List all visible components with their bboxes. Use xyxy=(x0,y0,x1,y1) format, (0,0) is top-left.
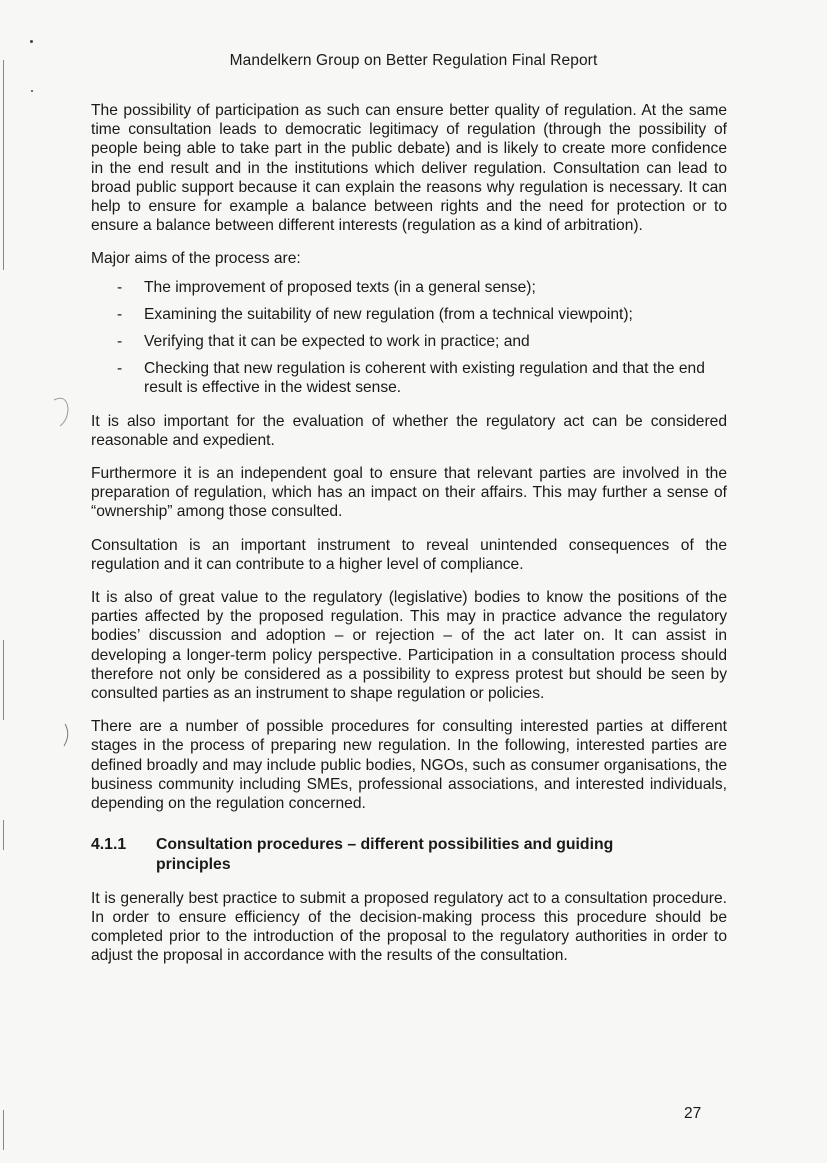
punch-hole-mark xyxy=(62,722,72,748)
paragraph: The possibility of participation as such can ensure better quality of regulation. At the same time consultation leads to democratic legitimacy of regulation (through the possibility of people being able to take part in the public debate) and is likely to create more confidence in the end result and in the institutions which deliver regulation. Consultation can lead to broad public support because it can explain the reasons why regulation is necessary. It can help to ensure for example a balance between rights and the need for protection or to ensure a balance between different interests (regulation as a kind of arbitration). xyxy=(91,102,727,235)
dash-bullet: - xyxy=(117,278,123,296)
paragraph: Furthermore it is an independent goal to ensure that relevant parties are involved in the preparation of regulation, which has an impact on their affairs. This may further a sense of “ownership” among those consulted. xyxy=(91,465,727,521)
list-item xyxy=(91,332,727,351)
paragraph: It is generally best practice to submit a proposed regulatory act to a consultation procedure. In order to ensure efficiency of the decision-making process this procedure should be completed prior to the introduction of the proposal to the regulatory authorities in order to adjust the proposal in accordance with the results of the consultation. xyxy=(91,889,727,965)
aims-list xyxy=(91,278,727,398)
punch-hole-mark xyxy=(52,394,72,430)
running-header: Mandelkern Group on Better Regulation Final Report xyxy=(229,52,598,69)
dash-bullet: - xyxy=(117,333,123,351)
paragraph: There are a number of possible procedures for consulting interested parties at different stages in the process of preparing new regulation. In the following, interested parties are defined broadly and may include public bodies, NGOs, such as consumer organisations, the business community including SMEs, professional associations, and interested individuals, depending on the regulation concerned. xyxy=(91,718,727,813)
body-content xyxy=(91,101,727,980)
paragraph: It is also of great value to the regulatory (legislative) bodies to know the positions of the parties affected by the proposed regulation. This may in practice advance the regulatory bodies’ discussion and adoption – or rejection – of the act later on. It can assist in developing a longer-term policy perspective. Participation in a consultation process should therefore not only be considered as a possibility to express protest but should be seen by consulted parties as an instrument to shape regulation or policies. xyxy=(91,589,727,703)
scan-edge-mark xyxy=(3,60,4,270)
paragraph: Consultation is an important instrument to reveal unintended consequences of the regulation and it can contribute to a higher level of compliance. xyxy=(91,536,727,573)
scan-edge-mark xyxy=(3,1110,4,1150)
list-item-text: Checking that new regulation is coherent with existing regulation and that the end result is effective in the widest sense. xyxy=(144,360,705,397)
dash-bullet: - xyxy=(117,360,123,378)
section-title: Consultation procedures – different possibilities and guiding principles xyxy=(156,836,614,873)
scan-edge-mark xyxy=(3,820,4,850)
scan-edge-mark xyxy=(3,640,4,720)
list-item xyxy=(91,278,727,297)
list-item-text: Examining the suitability of new regulation (from a technical viewpoint); xyxy=(144,305,633,323)
list-item-text: The improvement of proposed texts (in a general sense); xyxy=(144,278,536,296)
page-number: 27 xyxy=(684,1105,702,1122)
section-heading xyxy=(91,835,727,873)
list-item-text: Verifying that it can be expected to work in practice; and xyxy=(144,333,530,351)
scan-dot xyxy=(30,40,33,43)
dash-bullet: - xyxy=(117,305,123,323)
section-number: 4.1.1 xyxy=(91,836,127,854)
scan-dot xyxy=(31,90,33,92)
list-item xyxy=(91,359,727,397)
aims-intro: Major aims of the process are: xyxy=(91,250,301,268)
paragraph: It is also important for the evaluation of whether the regulatory act can be considered reasonable and expedient. xyxy=(91,412,727,449)
list-item xyxy=(91,305,727,324)
